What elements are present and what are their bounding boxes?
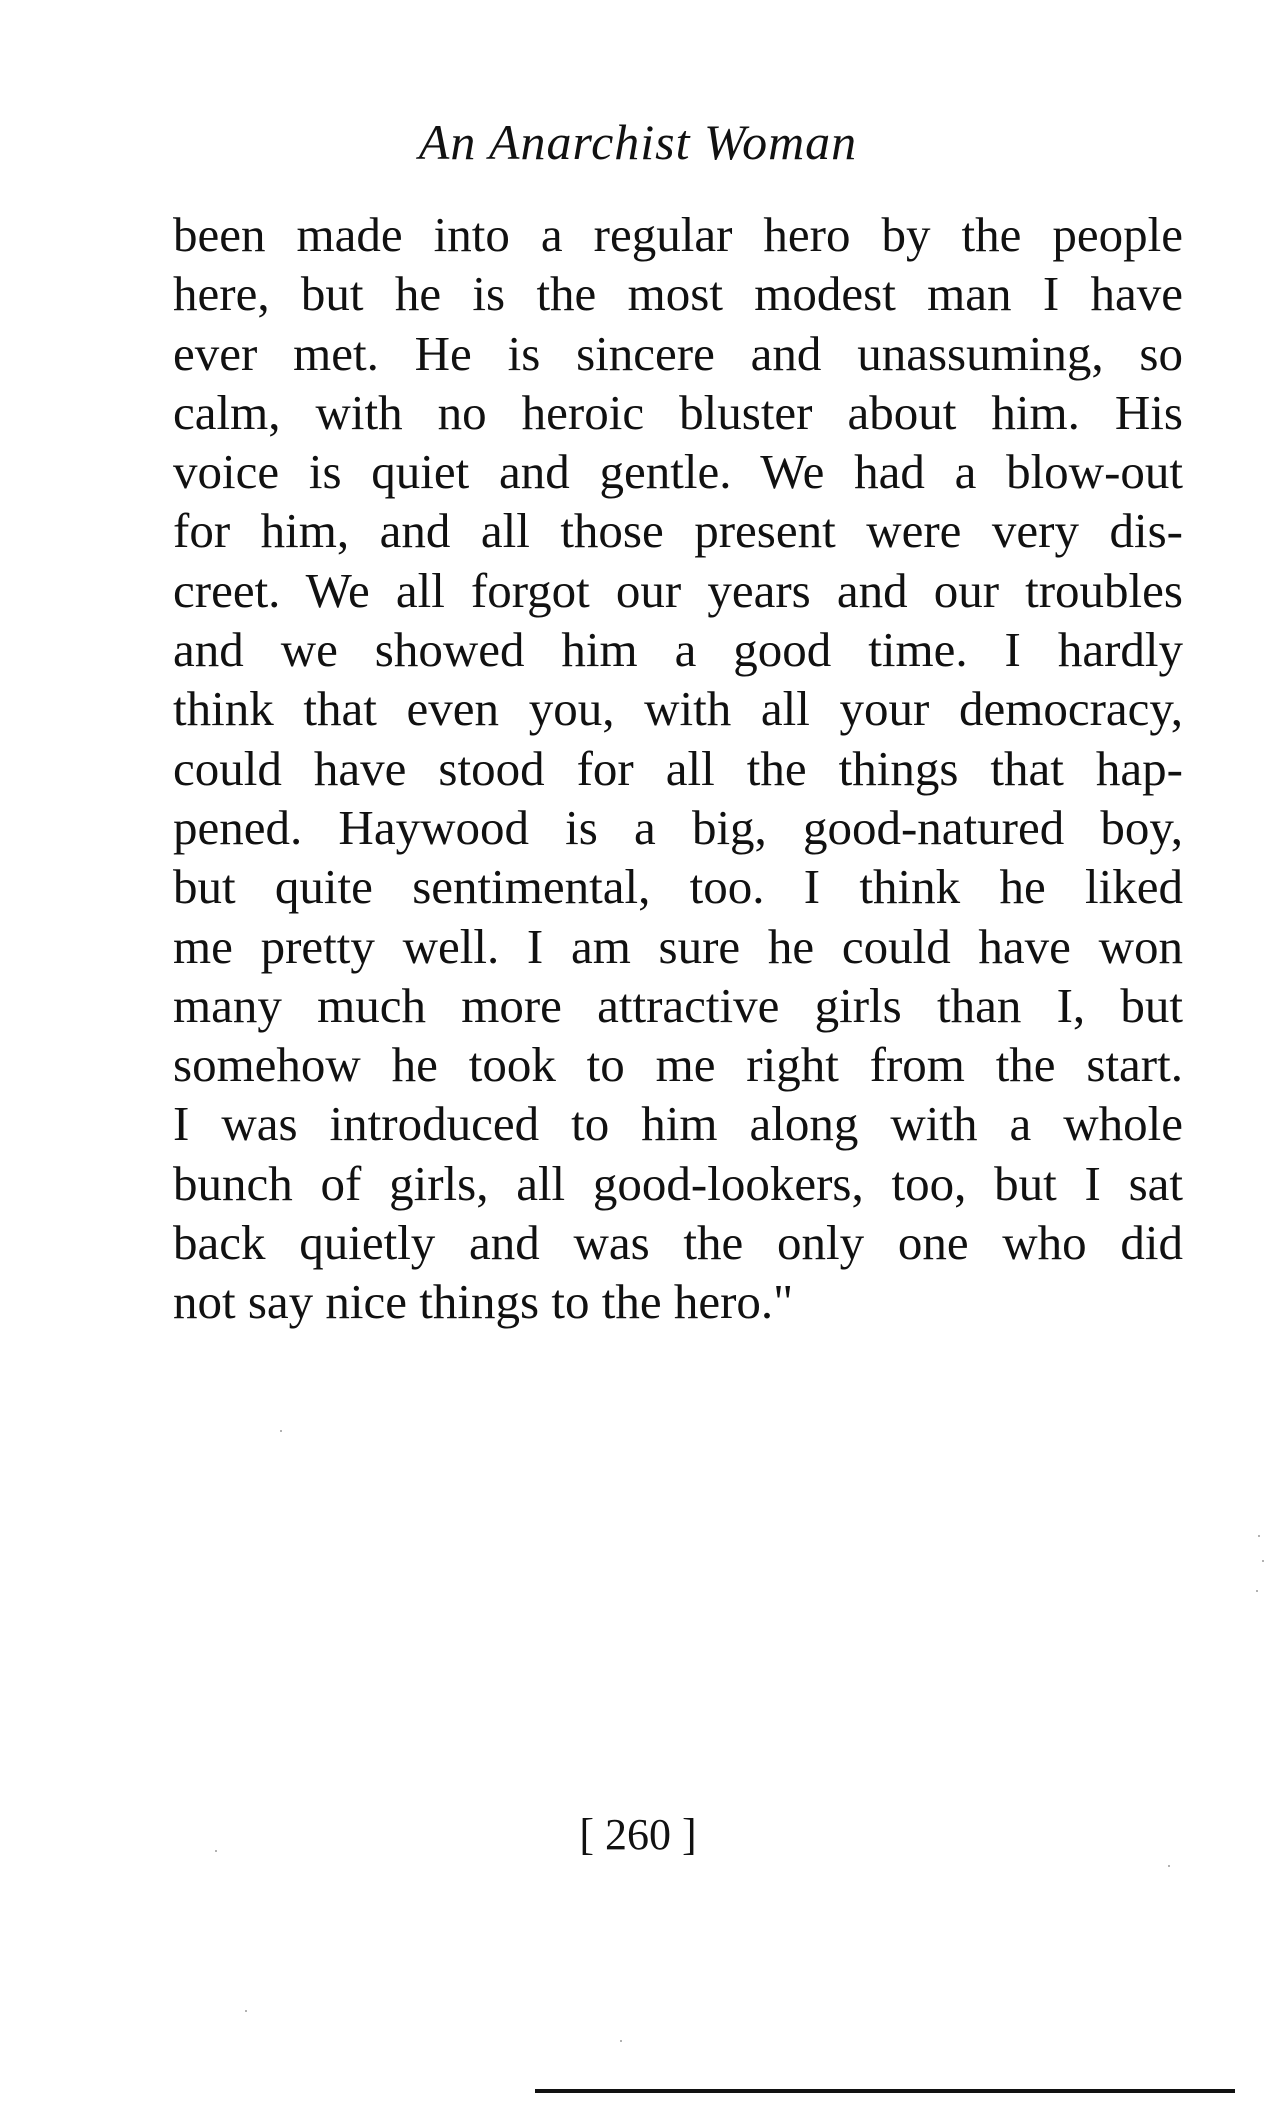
running-head: An Anarchist Woman	[418, 114, 858, 170]
text-line-last: not say nice things to the hero."	[173, 1274, 794, 1330]
text-line: many much more attractive girls than I, but	[173, 977, 1183, 1033]
text-line: pened. Haywood is a big, good-natured boy,	[173, 799, 1183, 855]
text-line: but quite sentimental, too. I think he liked	[173, 859, 1183, 915]
text-line: calm, with no heroic bluster about him. His	[173, 384, 1183, 440]
text-line: back quietly and was the only one who did	[173, 1215, 1183, 1271]
text-line: somehow he took to me right from the start.	[173, 1037, 1183, 1093]
text-line: could have stood for all the things that hap-	[173, 740, 1183, 796]
page-number: [ 260 ]	[579, 1810, 697, 1859]
text-line: think that even you, with all your democracy,	[173, 681, 1183, 737]
scan-speck	[620, 2040, 622, 2042]
scan-speck	[1258, 1535, 1260, 1537]
text-line: creet. We all forgot our years and our troubles	[173, 562, 1183, 618]
text-line: here, but he is the most modest man I have	[173, 266, 1183, 322]
scan-speck	[245, 2010, 247, 2012]
body-text	[173, 205, 1183, 1332]
scan-speck	[1256, 1590, 1258, 1592]
scan-speck	[280, 1430, 282, 1432]
text-line: I was introduced to him along with a whole	[173, 1096, 1183, 1152]
text-line: voice is quiet and gentle. We had a blow-out	[173, 444, 1183, 500]
text-line: been made into a regular hero by the people	[173, 207, 1183, 262]
text-line: and we showed him a good time. I hardly	[173, 622, 1183, 678]
scan-speck	[1168, 1865, 1170, 1867]
scan-speck	[215, 1850, 217, 1852]
text-line: for him, and all those present were very dis-	[173, 503, 1183, 559]
text-line: me pretty well. I am sure he could have won	[173, 918, 1183, 974]
text-line: bunch of girls, all good-lookers, too, but I sat	[173, 1155, 1183, 1211]
bottom-rule	[535, 2089, 1235, 2093]
scan-speck	[1262, 1560, 1264, 1562]
text-line: ever met. He is sincere and unassuming, so	[173, 325, 1183, 381]
